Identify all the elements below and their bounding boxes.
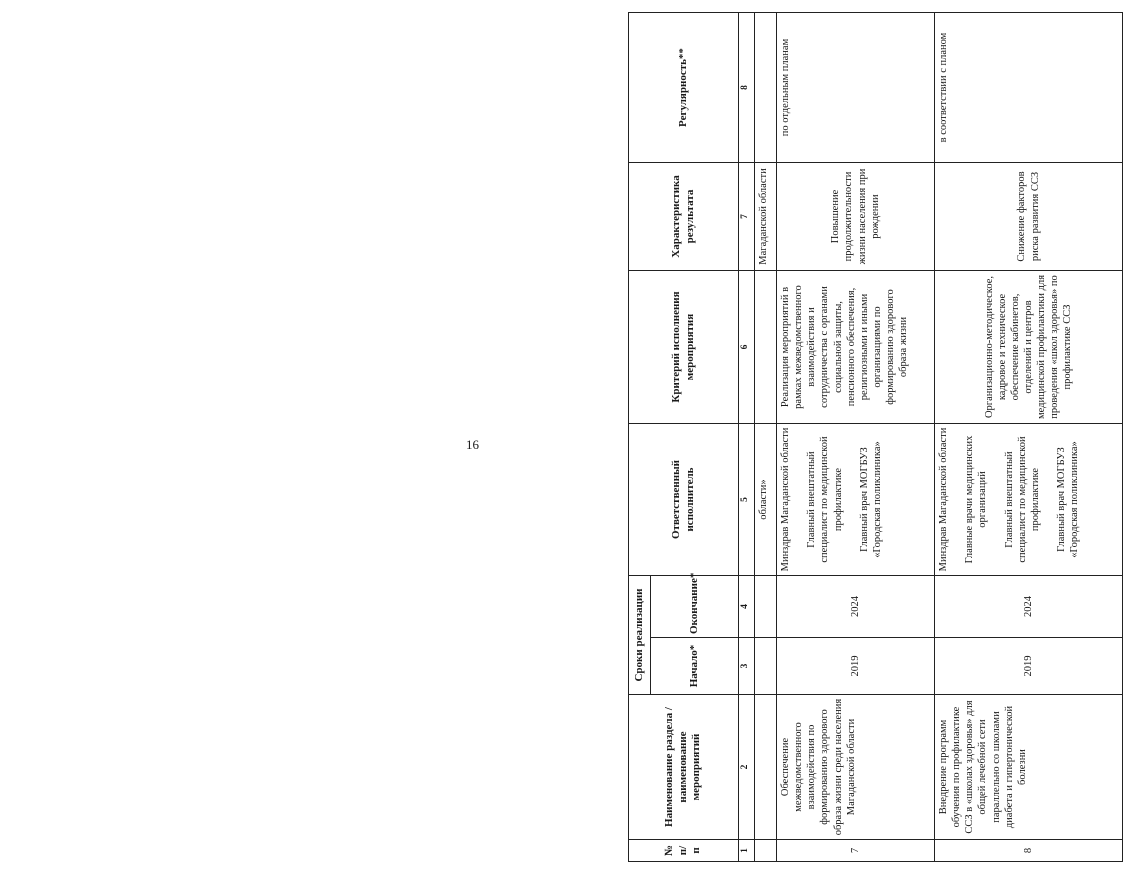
page-number: 16	[466, 437, 479, 452]
row-number: 8	[935, 840, 1123, 862]
carry-cell	[755, 576, 777, 638]
end-year: 2024	[935, 576, 1123, 638]
col-number: 1	[739, 840, 755, 862]
header-regularity: Регулярность**	[629, 13, 739, 163]
header-start: Начало*	[651, 638, 739, 695]
rotated-table-wrapper	[628, 13, 1122, 862]
result: Снижение факторов риска развития ССЗ	[935, 163, 1123, 271]
executor: Минздрав Магаданской области Главный внештатный специалист по медицинской профилактике Главный врач МОГБУЗ «Городская поликлиника»	[777, 424, 935, 576]
measure-name: Обеспечение межведомственного взаимодействия по формированию здорового образа жизни среди населения Магаданской области	[777, 695, 935, 840]
carry-executor: области»	[755, 424, 777, 576]
header-terms: Сроки реализации	[629, 576, 651, 695]
col-number: 6	[739, 271, 755, 424]
header-result: Характеристика результата	[629, 163, 739, 271]
header-num: № п/п	[629, 840, 739, 862]
header-row-1	[629, 13, 651, 862]
executor: Минздрав Магаданской области Главные врачи медицинских организаций Главный внештатный специалист по медицинской профилактике Главный врач МОГБУЗ «Городская поликлиника»	[935, 424, 1123, 576]
criterion: Организационно-методическое, кадровое и техническое обеспечение кабинетов, отделений и центров медицинской профилактики для проведения «школ здоровья» по профилактике ССЗ	[935, 271, 1123, 424]
criterion: Реализация мероприятий в рамках межведомственного взаимодействия и сотрудничества с органами социальной защиты, пенсионного обеспечения, религиозными и иными организациями по формированию здорового образа жизни	[777, 271, 935, 424]
col-number: 7	[739, 163, 755, 271]
start-year: 2019	[777, 638, 935, 695]
carry-cell	[755, 13, 777, 163]
regularity: в соответствии с планом	[935, 13, 1123, 163]
regularity: по отдельным планам	[777, 13, 935, 163]
end-year: 2024	[777, 576, 935, 638]
col-number: 2	[739, 695, 755, 840]
header-executor: Ответственный исполнитель	[629, 424, 739, 576]
header-end: Окончание*	[651, 576, 739, 638]
col-number: 8	[739, 13, 755, 163]
header-name: Наименование раздела /наименование мероприятий	[629, 695, 739, 840]
carry-cell	[755, 695, 777, 840]
carry-over-row	[755, 13, 777, 862]
carry-cell	[755, 638, 777, 695]
carry-cell	[755, 840, 777, 862]
row-number: 7	[777, 840, 935, 862]
start-year: 2019	[935, 638, 1123, 695]
table-row	[777, 13, 935, 862]
col-number: 5	[739, 424, 755, 576]
carry-result: Магаданской области	[755, 163, 777, 271]
measures-table	[628, 12, 1123, 862]
col-number: 4	[739, 576, 755, 638]
col-number: 3	[739, 638, 755, 695]
measure-name: Внедрение программ обучения по профилактике ССЗ в «школах здоровья» для общей лечебной сети параллельно со школами диабета и гипертонической болезни	[935, 695, 1123, 840]
column-number-row	[739, 13, 755, 862]
header-criterion: Критерий исполнения мероприятия	[629, 271, 739, 424]
carry-cell	[755, 271, 777, 424]
table-row	[935, 13, 1123, 862]
result: Повышение продолжительности жизни населения при рождении	[777, 163, 935, 271]
